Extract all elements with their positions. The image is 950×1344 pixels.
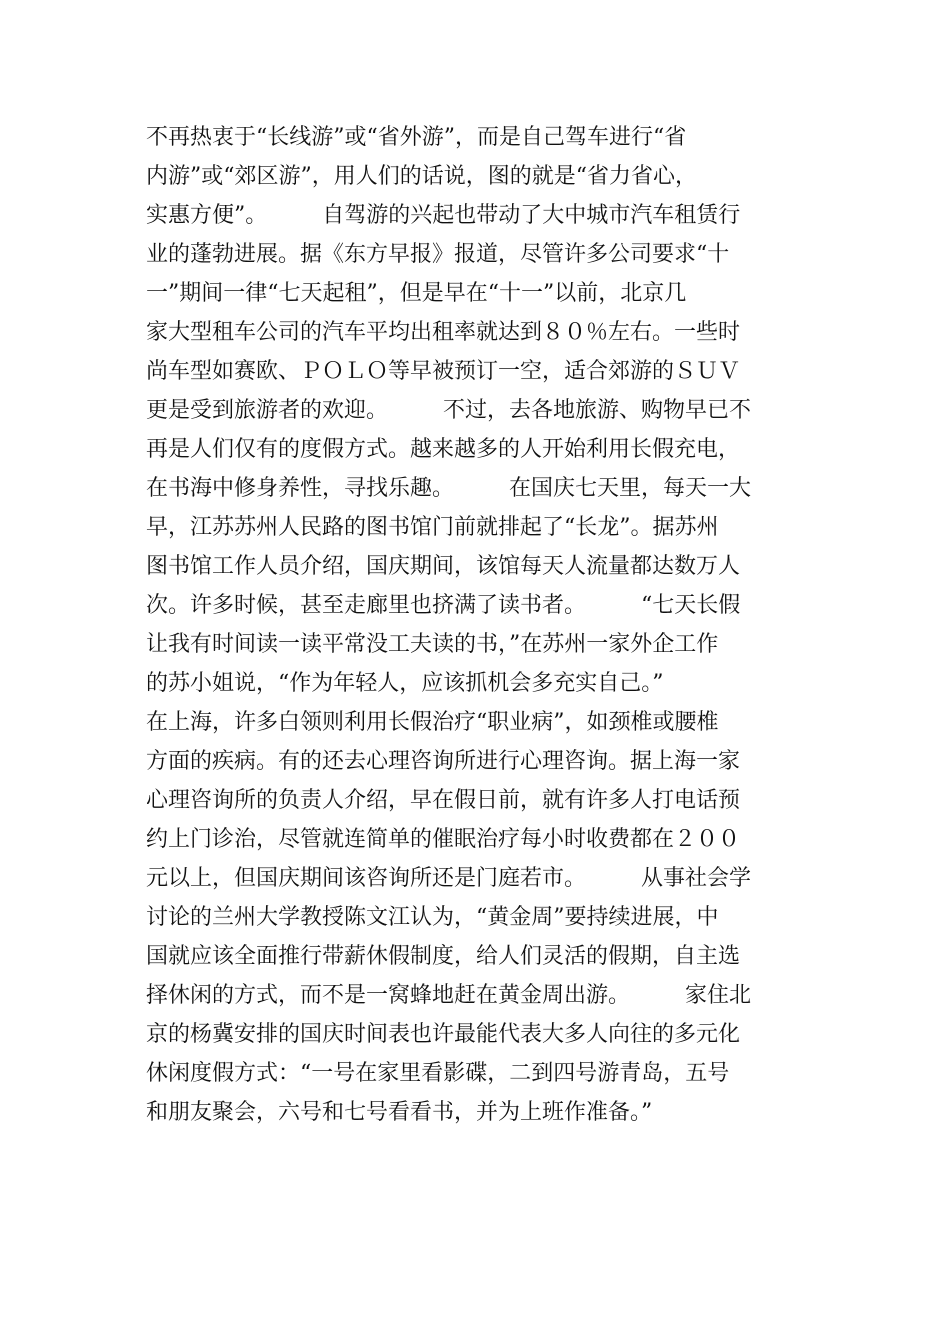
text-line: 图书馆工作人员介绍，国庆期间，该馆每天人流量都达数万人: [146, 554, 741, 579]
text-line: 早，江苏苏州人民路的图书馆门前就排起了“长龙”。据苏州: [146, 515, 719, 540]
text-line: 内游”或“郊区游”，用人们的话说，图的就是“省力省心，: [146, 164, 697, 189]
text-line: 实惠方便”。 自驾游的兴起也带动了大中城市汽车租赁行: [146, 203, 741, 228]
text-line: 在书海中修身养性，寻找乐趣。 在国庆七天里，每天一大: [146, 476, 752, 501]
text-line: 家大型租车公司的汽车平均出租率就达到８０％左右。一些时: [146, 320, 741, 345]
text-line: 的苏小姐说，“作为年轻人，应该抓机会多充实自己。”: [146, 671, 664, 696]
text-line: 方面的疾病。有的还去心理咨询所进行心理咨询。据上海一家: [146, 749, 741, 774]
text-line: 心理咨询所的负责人介绍，早在假日前，就有许多人打电话预: [146, 788, 741, 813]
text-line: 在上海，许多白领则利用长假治疗“职业病”，如颈椎或腰椎: [146, 710, 719, 735]
text-line: 择休闲的方式，而不是一窝蜂地赶在黄金周出游。 家住北: [146, 983, 752, 1008]
text-line: 和朋友聚会，六号和七号看看书，并为上班作准备。”: [146, 1100, 653, 1125]
text-line: 一”期间一律“七天起租”，但是早在“十一”以前，北京几: [146, 281, 687, 306]
text-line: 休闲度假方式：“一号在家里看影碟，二到四号游青岛，五号: [146, 1061, 730, 1086]
text-line: 次。许多时候，甚至走廊里也挤满了读书者。 “七天长假: [146, 593, 741, 618]
text-line: 再是人们仅有的度假方式。越来越多的人开始利用长假充电，: [146, 437, 741, 462]
text-line: 不再热衷于“长线游”或“省外游”，而是自己驾车进行“省: [146, 125, 687, 150]
text-line: 让我有时间读一读平常没工夫读的书，”在苏州一家外企工作: [146, 632, 719, 657]
text-line: 业的蓬勃进展。据《东方早报》报道，尽管许多公司要求“十: [146, 242, 730, 267]
body-text: [146, 118, 806, 1132]
text-line: 国就应该全面推行带薪休假制度，给人们灵活的假期，自主选: [146, 944, 741, 969]
text-line: 讨论的兰州大学教授陈文江认为，“黄金周”要持续进展，中: [146, 905, 719, 930]
text-line: 京的杨冀安排的国庆时间表也许最能代表大多人向往的多元化: [146, 1022, 741, 1047]
text-line: 尚车型如赛欧、ＰＯＬＯ等早被预订一空，适合郊游的ＳＵＶ: [146, 359, 741, 384]
text-line: 元以上，但国庆期间该咨询所还是门庭若市。 从事社会学: [146, 866, 752, 891]
text-line: 更是受到旅游者的欢迎。 不过，去各地旅游、购物早已不: [146, 398, 752, 423]
text-line: 约上门诊治，尽管就连简单的催眠治疗每小时收费都在２００: [146, 827, 741, 852]
